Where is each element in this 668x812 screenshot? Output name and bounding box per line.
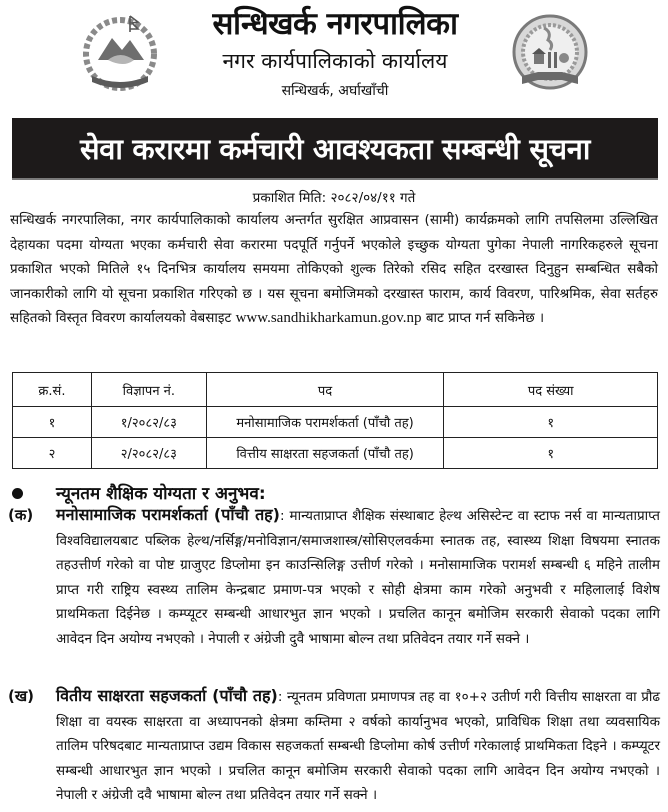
item-text: : मान्यताप्राप्त शैक्षिक संस्थाबाट हेल्थ असिस्टेन्ट वा स्टाफ नर्स वा मान्यताप्राप्त विश्वविद्यालयबाट पब्लिक हेल्थ/नर्सिङ्ग/मनोविज्ञान/समाजशास्त्र/सोसिएलवर्कमा स्नातक तह, स्वास्थ्य शिक्षा विषयमा स्नातक तहउत्तीर्ण गरेको वा पोष्ट ग्राजुएट डिप्लोमा इन काउन्सिलिङ्ग उत्तीर्ण गरेको । मनोसामाजिक परामर्श सम्बन्धी ६ महिने तालीम प्राप्त गरी राष्ट्रिय स्वस्थ्य तालिम केन्द्रबाट प्रमाण-पत्र भएको र सोही क्षेत्रमा काम गरेको अनुभवी र महिलालाई विशेष प्राथमिकता दिईनेछ । कम्प्यूटर सम्बन्धी आधारभुत ज्ञान भएको । प्रचलित कानून बमोजिम सरकारी सेवाको पदका लागि आवेदन दिन अयोग्य नभएको । नेपाली र अंग्रेजी दुवै भाषामा बोल्न तथा प्रतिवेदन तयार गर्ने सक्ने ।	[56, 508, 660, 647]
nepal-government-emblem-icon	[78, 10, 162, 94]
column-header-serial: क्र.सं.	[13, 373, 92, 407]
cell-position: मनोसामाजिक परामर्शकर्ता (पाँचौ तह)	[206, 407, 444, 438]
column-header-advertisement-no: विज्ञापन नं.	[91, 373, 206, 407]
published-date-label: प्रकाशित मिति:	[252, 190, 327, 206]
qualifications-heading: न्यूनतम शैक्षिक योग्यता र अनुभव:	[56, 484, 266, 504]
qualification-item-psychosocial-counselor	[56, 503, 660, 651]
letterhead	[0, 0, 668, 112]
item-title: मनोसामाजिक परामर्शकर्ता (पाँचौ तह)	[56, 505, 280, 524]
notice-title-banner	[12, 118, 658, 180]
cell-serial: २	[13, 438, 92, 469]
municipality-seal-icon	[508, 10, 592, 94]
intro-text: सन्धिखर्क नगरपालिका, नगर कार्यपालिकाको कार्यालय अन्तर्गत सुरक्षित आप्रवासन (सामी) कार्यक्रमको लागि तपसिलमा उल्लिखित देहायका पदमा योग्यता भएका कर्मचारी सेवा करारमा पदपूर्ति गर्नुपर्ने भएकोले इच्छुक योग्यता पुगेका नेपाली नागरिकहरुले सूचना प्रकाशित भएको मितिले १५ दिनभित्र कार्यालय समयमा तोकिएको शुल्क तिरेको रसिद सहित दरखास्त दिनुहुन सम्बन्धित सबैको जानकारीको लागि यो सूचना प्रकाशित गरिएको छ । यस सूचना बमोजिमको दरखास्त फाराम, कार्य विवरण, पारिश्रमिक, सेवा सर्तहरु सहितको विस्तृत विवरण कार्यालयको वेबसाइट	[10, 212, 658, 326]
cell-position-count: १	[444, 407, 658, 438]
qualification-item-financial-literacy-facilitator	[56, 684, 660, 808]
cell-serial: १	[13, 407, 92, 438]
intro-text-end: बाट प्राप्त गर्न सकिनेछ ।	[425, 310, 545, 326]
cell-advertisement-no: २/२०८२/८३	[91, 438, 206, 469]
cell-position: वित्तीय साक्षरता सहजकर्ता (पाँचौ तह)	[206, 438, 444, 469]
cell-position-count: १	[444, 438, 658, 469]
column-header-position: पद	[206, 373, 444, 407]
item-marker-ka: (क)	[8, 506, 34, 524]
published-date-value: २०८२/०४/११	[330, 190, 396, 206]
organization-name: सन्धिखर्क नगरपालिका	[212, 6, 458, 42]
website-link[interactable]: www.sandhikharkamun.gov.np	[235, 310, 422, 326]
vacancy-table	[12, 372, 658, 469]
item-text: : न्यूनतम प्रविणता प्रमाणपत्र तह वा १०+२ उतीर्ण गरी वित्तीय साक्षरता वा प्रौढ शिक्षा वा वयस्क साक्षरता वा अध्यापनको क्षेत्रमा कम्तिमा २ वर्षको कार्यानुभव भएको, प्राविधिक शिक्षा तथा व्यवसायिक तालिम परिषदबाट मान्यताप्राप्त उद्यम विकास सहजकर्ता सम्बन्धी डिप्लोमा कोर्ष उत्तीर्ण गरेकालाई प्राथमिकता दिइने । कम्प्यूटर सम्बन्धी आधारभुत ज्ञान भएको । प्रचलित कानून बमोजिम सरकारी सेवाको पदका लागि आवेदन दिन अयोग्य नभएको । नेपाली र अंग्रेजी दवै भाषामा बोल्न तथा प्रतिवेदन तयार गर्ने सक्ने ।	[56, 689, 660, 803]
cell-advertisement-no: १/२०८२/८३	[91, 407, 206, 438]
office-name: नगर कार्यपालिकाको कार्यालय	[222, 49, 448, 73]
table-header-row	[13, 373, 658, 407]
intro-paragraph	[10, 208, 658, 331]
published-date-suffix: गते	[400, 190, 416, 206]
office-address: सन्धिखर्क, अर्घाखाँची	[281, 83, 389, 99]
table-row	[13, 407, 658, 438]
table-row	[13, 438, 658, 469]
item-marker-kha: (ख)	[8, 687, 34, 705]
bullet-icon	[12, 488, 23, 499]
item-title: वितीय साक्षरता सहजकर्ता (पाँचौ तह)	[56, 686, 278, 705]
published-date-line	[0, 188, 668, 208]
column-header-position-count: पद संख्या	[444, 373, 658, 407]
notice-title: सेवा करारमा कर्मचारी आवश्यकता सम्बन्धी सूचना	[79, 131, 591, 166]
